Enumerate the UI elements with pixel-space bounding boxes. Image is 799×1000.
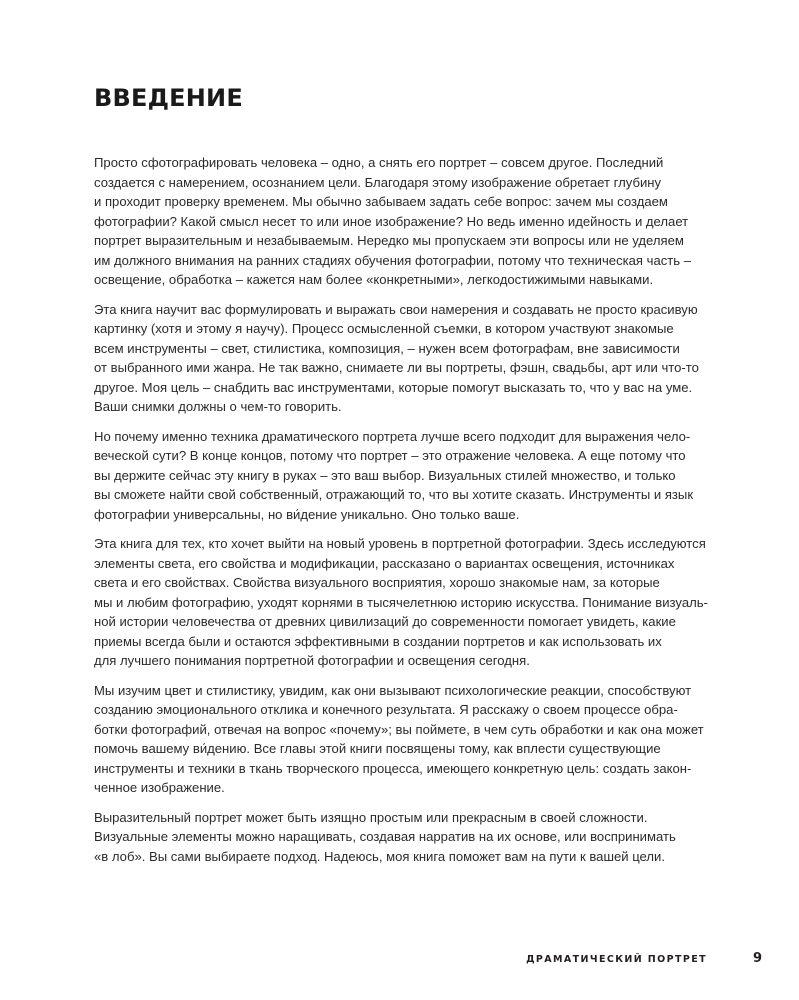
text-line: всем инструменты – свет, стилистика, композиция, – нужен всем фотографам, вне зависимости bbox=[94, 340, 680, 356]
text-line: инструменты и техники в ткань творческого процесса, имеющего конкретную цель: создать закон- bbox=[94, 760, 692, 776]
paragraph-1 bbox=[94, 153, 714, 290]
text-line: для лучшего понимания портретной фотографии и освещения сегодня. bbox=[94, 653, 530, 668]
text-line: Но почему именно техника драматического портрета лучше всего подходит для выражения чело- bbox=[94, 428, 691, 444]
text-line: Выразительный портрет может быть изящно простым или прекрасным в своей сложности. bbox=[94, 809, 648, 825]
text-line: и проходит проверку временем. Мы обычно забываем задать себе вопрос: зачем мы создаем bbox=[94, 194, 668, 209]
text-line: Эта книга научит вас формулировать и выражать свои намерения и создавать не просто красивую bbox=[94, 301, 698, 317]
page-footer bbox=[0, 951, 799, 971]
text-line: веческой сути? В конце концов, потому что портрет – это отражение человека. А еще потому что bbox=[94, 448, 686, 463]
text-line: другое. Моя цель – снабдить вас инструментами, которые помогут высказать то, что у вас на уме. bbox=[94, 379, 693, 395]
page-number: 9 bbox=[753, 951, 763, 966]
text-line: света и его свойствах. Свойства визуального восприятия, хорошо знакомые нам, за которые bbox=[94, 575, 660, 590]
text-line: фотографии? Какой смысл несет то или иное изображение? Но ведь именно идейность и делает bbox=[94, 213, 689, 229]
text-line: Мы изучим цвет и стилистику, увидим, как они вызывают психологические реакции, способствуют bbox=[94, 682, 692, 698]
text-line: Эта книга для тех, кто хочет выйти на новый уровень в портретной фотографии. Здесь исследуются bbox=[94, 536, 706, 551]
text-line: фотографии универсальны, но ви́дение уникально. Оно только ваше. bbox=[94, 506, 520, 522]
text-line: помочь вашему ви́дению. Все главы этой книги посвящены тому, как вплести существующие bbox=[94, 741, 661, 756]
text-line: элементы света, его свойства и модификации, рассказано о вариантах освещения, источниках bbox=[94, 555, 675, 571]
text-line: Ваши снимки должны о чем-то говорить. bbox=[94, 399, 342, 414]
text-line: от выбранного ими жанра. Не так важно, снимаете ли вы портреты, фэшн, свадьбы, арт или что-то bbox=[94, 360, 699, 375]
text-line: создается с намерением, осознанием цели. Благодаря этому изображение обретает глубину bbox=[94, 174, 662, 190]
text-line: вы сможете найти свой собственный, отражающий то, что вы хотите сказать. Инструменты и язык bbox=[94, 487, 694, 502]
text-line: «в лоб». Вы сами выбираете подход. Надеюсь, моя книга поможет вам на пути к вашей цели. bbox=[94, 848, 665, 864]
page-title: ВВЕДЕНИЕ bbox=[94, 84, 243, 112]
text-line: ченное изображение. bbox=[94, 780, 225, 795]
text-line: им должного внимания на ранних стадиях обучения фотографии, потому что техническая часть – bbox=[94, 252, 692, 268]
text-line: ной истории человечества от древних цивилизаций до современности помогает увидеть, какие bbox=[94, 614, 676, 629]
text-line: созданию эмоционального отклика и конечного результата. Я расскажу о своем процессе обра- bbox=[94, 702, 678, 717]
text-line: портрет выразительным и незабываемым. Нередко мы пропускаем эти вопросы или не уделяем bbox=[94, 233, 684, 248]
text-line: приемы всегда были и остаются эффективными в создании портретов и как использовать их bbox=[94, 633, 662, 649]
text-line: вы держите сейчас эту книгу в руках – это ваш выбор. Визуальных стилей множество, и только bbox=[94, 467, 676, 483]
paragraph-3 bbox=[94, 427, 714, 525]
text-line: Визуальные элементы можно наращивать, создавая нарратив на их основе, или воспринимать bbox=[94, 829, 676, 844]
text-line: освещение, обработка – кажется нам более «конкретными», легкодостижимыми навыками. bbox=[94, 272, 654, 287]
text-line: картинку (хотя и этому я научу). Процесс осмысленной съемки, в котором участвуют знакомые bbox=[94, 321, 674, 336]
body-text bbox=[94, 153, 714, 876]
running-head: ДРАМАТИЧЕСКИЙ ПОРТРЕТ bbox=[526, 954, 707, 965]
paragraph-6 bbox=[94, 808, 714, 867]
paragraph-4 bbox=[94, 534, 714, 671]
text-line: Просто сфотографировать человека – одно, а снять его портрет – совсем другое. Последний bbox=[94, 155, 664, 170]
paragraph-5 bbox=[94, 681, 714, 798]
text-line: ботки фотографий, отвечая на вопрос «почему»; вы поймете, в чем суть обработки и как она может bbox=[94, 721, 704, 737]
paragraph-2 bbox=[94, 300, 714, 417]
text-line: мы и любим фотографию, уходят корнями в тысячелетнюю историю искусства. Понимание визуаль- bbox=[94, 594, 708, 610]
